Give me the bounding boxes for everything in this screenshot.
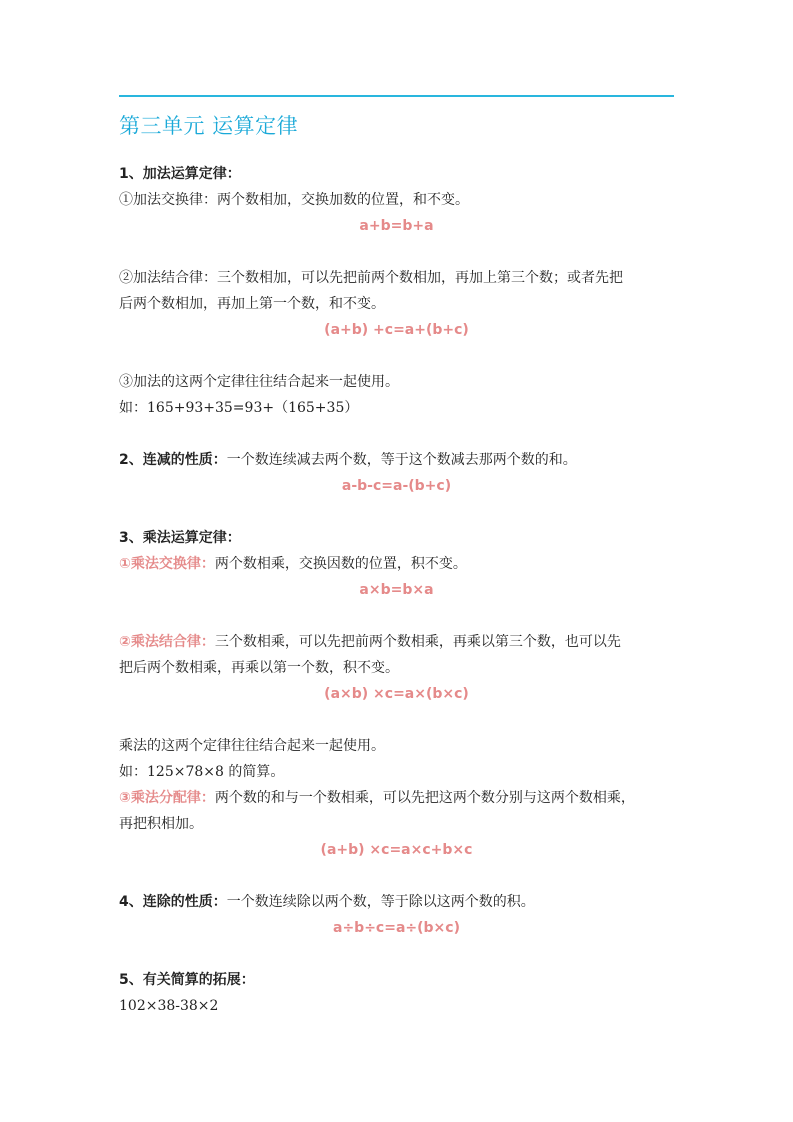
- multiplication-distributive-text: 两个数的和与一个数相乘，可以先把这两个数分别与这两个数相乘，: [214, 790, 635, 806]
- addition-combined-text: ③加法的这两个定律往往结合起来一起使用。: [119, 374, 399, 390]
- division-property-formula: a÷b÷c=a÷(b×c): [333, 920, 460, 936]
- section-3-heading: 3、乘法运算定律：: [119, 530, 241, 546]
- subtraction-property-formula: a-b-c=a-(b+c): [341, 478, 452, 494]
- addition-associative-text-cont: 后两个数相加，再加上第一个数，和不变。: [119, 296, 385, 312]
- multiplication-associative-text-cont: 把后两个数相乘，再乘以第一个数，积不变。: [119, 660, 399, 676]
- page-title: 第三单元 运算定律: [119, 114, 299, 138]
- section-4-line: [119, 889, 674, 915]
- document-page: [119, 95, 674, 1019]
- multiplication-associative-formula: (a×b) ×c=a×(b×c): [324, 686, 469, 702]
- multiplication-associative-line: [119, 629, 674, 655]
- multiplication-distributive-line: [119, 785, 674, 811]
- addition-associative-formula: (a+b) +c=a+(b+c): [324, 322, 469, 338]
- multiplication-commutative-text: 两个数相乘，交换因数的位置，积不变。: [214, 556, 467, 572]
- multiplication-distributive-label: ③乘法分配律：: [119, 790, 215, 806]
- addition-commutative-formula: a+b=b+a: [359, 218, 434, 234]
- multiplication-associative-text: 三个数相乘，可以先把前两个数相乘，再乘以第三个数，也可以先: [214, 634, 621, 650]
- division-property-text: 一个数连续除以两个数，等于除以这两个数的积。: [226, 894, 535, 910]
- subtraction-property-text: 一个数连续减去两个数，等于这个数减去那两个数的和。: [226, 452, 577, 468]
- addition-commutative-text: ①加法交换律：两个数相加，交换加数的位置，和不变。: [119, 192, 469, 208]
- multiplication-distributive-formula: (a+b) ×c=a×c+b×c: [320, 842, 473, 858]
- section-1-heading: 1、加法运算定律：: [119, 166, 241, 182]
- multiplication-combined-text: 乘法的这两个定律往往结合起来一起使用。: [119, 738, 385, 754]
- multiplication-commutative-line: [119, 551, 674, 577]
- multiplication-commutative-label: ①乘法交换律：: [119, 556, 215, 572]
- multiplication-example: 如：125×78×8 的简算。: [119, 764, 285, 780]
- section-2-line: [119, 447, 674, 473]
- multiplication-distributive-text-cont: 再把积相加。: [119, 816, 203, 832]
- top-rule: [119, 95, 674, 97]
- multiplication-commutative-formula: a×b=b×a: [359, 582, 434, 598]
- simplification-example: 102×38-38×2: [119, 998, 219, 1014]
- section-5-heading: 5、有关简算的拓展：: [119, 972, 255, 988]
- multiplication-associative-label: ②乘法结合律：: [119, 634, 215, 650]
- addition-associative-text: ②加法结合律：三个数相加，可以先把前两个数相加，再加上第三个数；或者先把: [119, 270, 623, 286]
- addition-example: 如：165+93+35=93+（165+35）: [119, 400, 359, 416]
- section-4-heading: 4、连除的性质：: [119, 894, 227, 910]
- section-2-heading: 2、连减的性质：: [119, 452, 227, 468]
